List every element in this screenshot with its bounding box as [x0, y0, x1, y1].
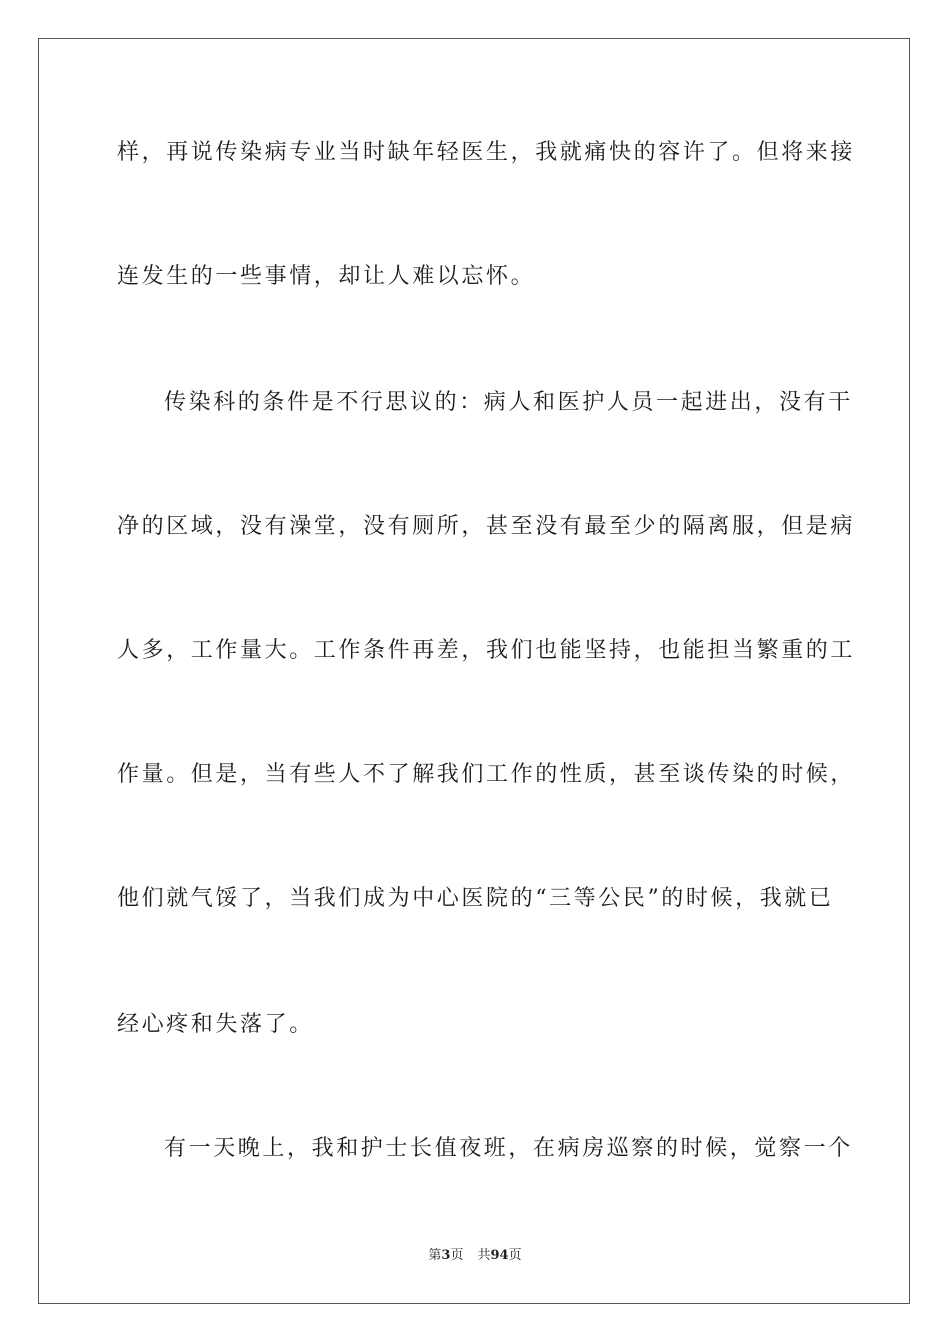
page-footer — [0, 1247, 950, 1265]
footer-total-unit: 页 — [508, 1248, 522, 1263]
paragraph-start-line: 传染科的条件是不行思议的：病人和医护人员一起进出，没有干 — [164, 390, 853, 415]
text-line: 他们就气馁了，当我们成为中心医院的“三等公民”的时候，我就已 — [117, 886, 834, 911]
text-line: 净的区域，没有澡堂，没有厕所，甚至没有最至少的隔离服，但是病 — [117, 514, 856, 539]
paragraph-start-line: 有一天晚上，我和护士长值夜班，在病房巡察的时候，觉察一个 — [164, 1136, 853, 1161]
text-line: 作量。但是，当有些人不了解我们工作的性质，甚至谈传染的时候， — [117, 762, 856, 787]
current-page-number: 3 — [441, 1248, 451, 1263]
footer-page-unit: 页 — [450, 1248, 464, 1263]
text-line: 样，再说传染病专业当时缺年轻医生，我就痛快的容许了。但将来接 — [117, 140, 856, 165]
text-line: 经心疼和失落了。 — [117, 1012, 314, 1037]
text-line: 连发生的一些事情，却让人难以忘怀。 — [117, 264, 536, 289]
text-line: 人多，工作量大。工作条件再差，我们也能坚持，也能担当繁重的工 — [117, 638, 856, 663]
footer-total-prefix: 共 — [477, 1248, 491, 1263]
footer-page-prefix: 第 — [428, 1248, 442, 1263]
total-page-count: 94 — [490, 1248, 509, 1263]
page-border — [38, 38, 910, 1304]
